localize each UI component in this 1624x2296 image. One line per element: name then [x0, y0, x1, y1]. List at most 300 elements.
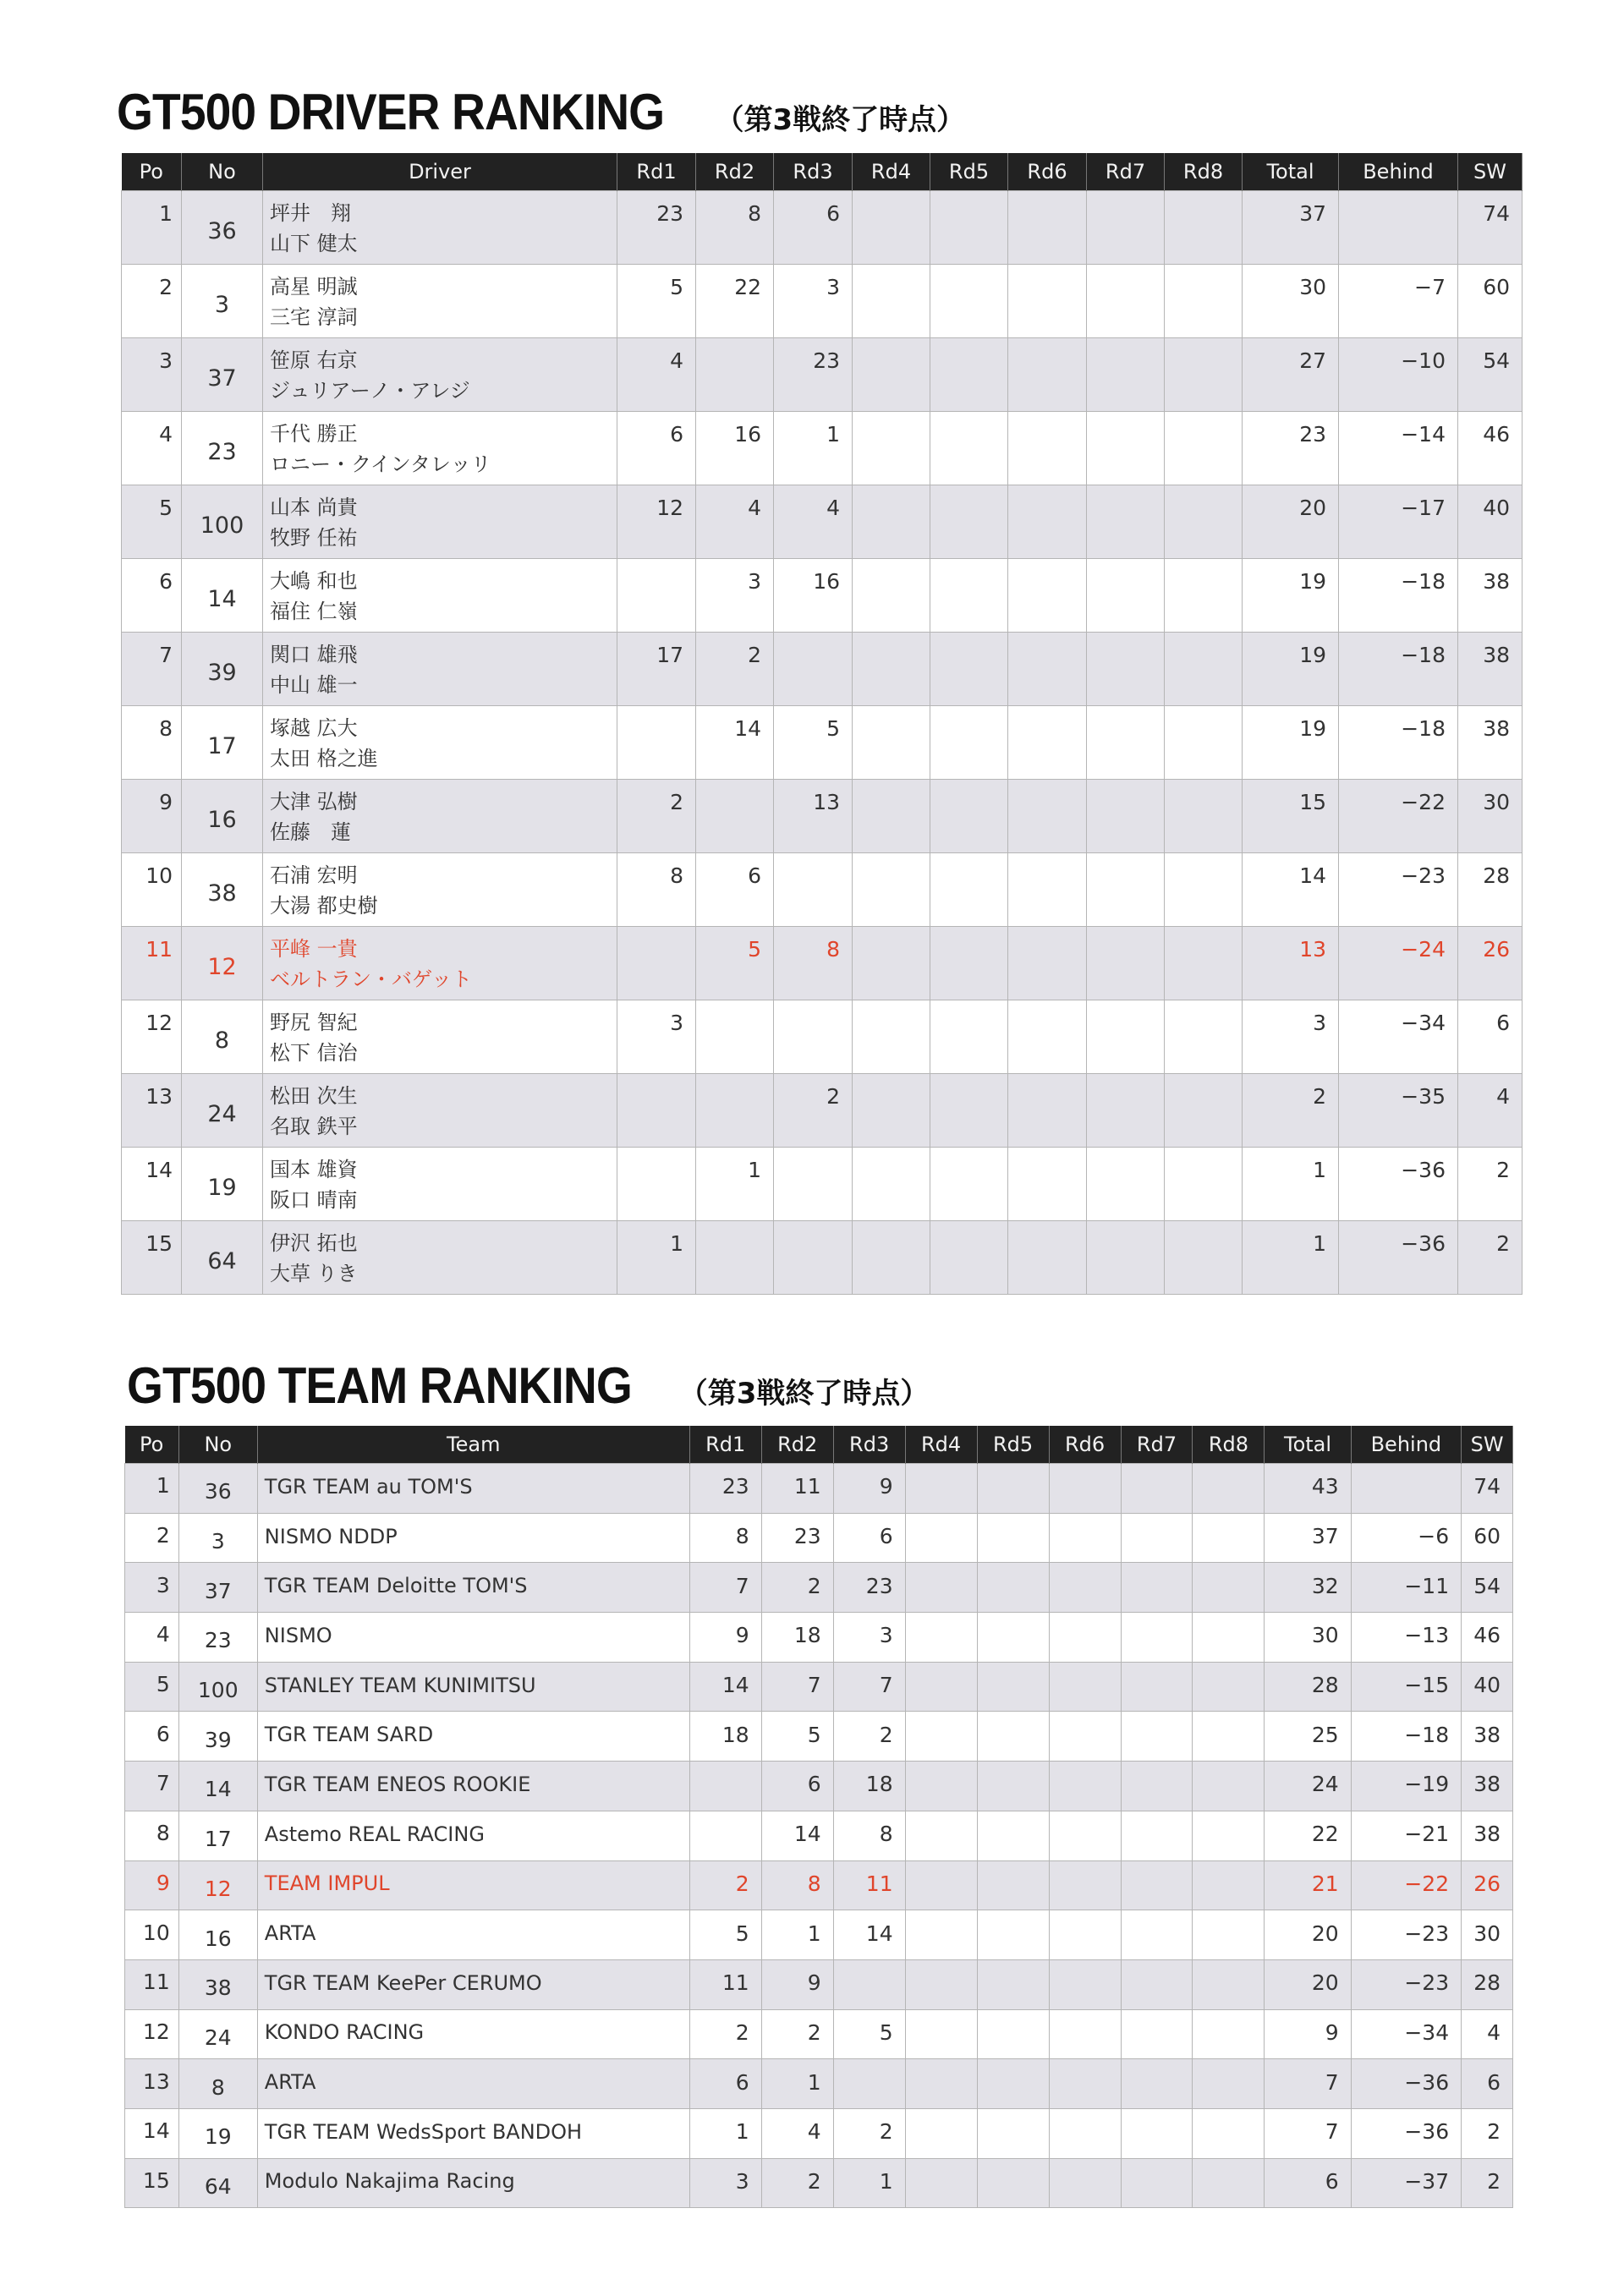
- rd4-points-cell: [853, 853, 930, 927]
- rd2-points-cell: [696, 1074, 774, 1148]
- rd4-points-cell: [853, 927, 930, 1000]
- rd2-points-cell: [696, 1000, 774, 1074]
- header-no: No: [178, 1426, 257, 1464]
- table-row: [125, 2059, 1513, 2109]
- behind-cell: −23: [1339, 853, 1458, 927]
- rd1-points-cell: 17: [617, 633, 696, 706]
- rd2-points-cell: 14: [696, 706, 774, 780]
- rd3-points-cell: [774, 1221, 853, 1295]
- rd6-points-cell: [1008, 191, 1087, 265]
- header-rd5: Rd5: [977, 1426, 1049, 1464]
- behind-cell: −18: [1339, 633, 1458, 706]
- success-weight-cell: 46: [1462, 1613, 1513, 1663]
- behind-cell: −13: [1351, 1613, 1462, 1663]
- rd3-points-cell: 16: [774, 559, 853, 633]
- rd5-points-cell: [977, 1959, 1049, 2009]
- car-number-cell: 23: [178, 1613, 257, 1663]
- rd1-points-cell: 12: [617, 485, 696, 559]
- rd4-points-cell: [853, 191, 930, 265]
- table-row: [125, 1513, 1513, 1563]
- total-points-cell: 23: [1243, 412, 1339, 485]
- table-row: [122, 412, 1522, 485]
- rd6-points-cell: [1049, 1860, 1121, 1910]
- total-points-cell: 7: [1265, 2108, 1351, 2158]
- rd8-points-cell: [1193, 2158, 1265, 2208]
- position-cell: 10: [122, 853, 182, 927]
- rd7-points-cell: [1121, 1613, 1193, 1663]
- rd4-points-cell: [905, 1613, 977, 1663]
- behind-cell: −11: [1351, 1563, 1462, 1613]
- rd3-points-cell: 8: [774, 927, 853, 1000]
- team-name-cell: TGR TEAM Deloitte TOM'S: [257, 1563, 689, 1613]
- car-number-cell: 39: [178, 1712, 257, 1762]
- position-cell: 7: [122, 633, 182, 706]
- rd5-points-cell: [930, 338, 1008, 412]
- rd4-points-cell: [853, 780, 930, 853]
- rd5-points-cell: [930, 559, 1008, 633]
- rd3-points-cell: [833, 2059, 905, 2109]
- total-points-cell: 2: [1243, 1074, 1339, 1148]
- car-number-cell: 8: [182, 1000, 263, 1074]
- success-weight-cell: 2: [1462, 2108, 1513, 2158]
- rd7-points-cell: [1121, 1762, 1193, 1811]
- total-points-cell: 19: [1243, 706, 1339, 780]
- rd5-points-cell: [977, 1860, 1049, 1910]
- table-row: [125, 1563, 1513, 1613]
- team-ranking-title-text: GT500 TEAM RANKING: [127, 1357, 632, 1414]
- rd1-points-cell: 1: [617, 1221, 696, 1295]
- behind-cell: [1351, 1464, 1462, 1514]
- rd3-points-cell: [774, 1000, 853, 1074]
- rd1-points-cell: 5: [617, 265, 696, 338]
- rd1-points-cell: 8: [689, 1513, 761, 1563]
- rd2-points-cell: 4: [696, 485, 774, 559]
- car-number-cell: 19: [182, 1148, 263, 1221]
- rd7-points-cell: [1087, 1148, 1165, 1221]
- rd7-points-cell: [1087, 559, 1165, 633]
- table-row: [125, 2009, 1513, 2059]
- success-weight-cell: 54: [1462, 1563, 1513, 1613]
- table-row: [125, 1860, 1513, 1910]
- rd7-points-cell: [1087, 265, 1165, 338]
- behind-cell: −23: [1351, 1910, 1462, 1960]
- header-rd3: Rd3: [833, 1426, 905, 1464]
- rd3-points-cell: 13: [774, 780, 853, 853]
- header-behind: Behind: [1339, 153, 1458, 191]
- rd2-points-cell: 8: [761, 1860, 833, 1910]
- rd5-points-cell: [977, 1513, 1049, 1563]
- rd6-points-cell: [1049, 1959, 1121, 2009]
- car-number-cell: 3: [178, 1513, 257, 1563]
- team-name-cell: TGR TEAM SARD: [257, 1712, 689, 1762]
- rd5-points-cell: [977, 2158, 1049, 2208]
- header-rd7: Rd7: [1087, 153, 1165, 191]
- team-name-cell: KONDO RACING: [257, 2009, 689, 2059]
- car-number-cell: 38: [182, 853, 263, 927]
- rd2-points-cell: [696, 338, 774, 412]
- rd1-points-cell: [617, 559, 696, 633]
- rd4-points-cell: [853, 265, 930, 338]
- total-points-cell: 32: [1265, 1563, 1351, 1613]
- total-points-cell: 21: [1265, 1860, 1351, 1910]
- position-cell: 5: [122, 485, 182, 559]
- rd8-points-cell: [1165, 1221, 1243, 1295]
- rd8-points-cell: [1193, 1613, 1265, 1663]
- rd3-points-cell: [774, 633, 853, 706]
- rd3-points-cell: 14: [833, 1910, 905, 1960]
- driver-ranking-subtitle: （第3戦終了時点）: [715, 103, 966, 137]
- rd6-points-cell: [1008, 1000, 1087, 1074]
- driver-name-2: 大草 りき: [270, 1262, 358, 1285]
- rd7-points-cell: [1087, 1221, 1165, 1295]
- header-rd2: Rd2: [696, 153, 774, 191]
- rd2-points-cell: 18: [761, 1613, 833, 1663]
- success-weight-cell: 40: [1462, 1662, 1513, 1712]
- behind-cell: −34: [1351, 2009, 1462, 2059]
- driver-name-2: 大湯 都史樹: [270, 894, 378, 918]
- behind-cell: [1339, 191, 1458, 265]
- header-sw: SW: [1458, 153, 1522, 191]
- rd7-points-cell: [1121, 1712, 1193, 1762]
- success-weight-cell: 38: [1458, 706, 1522, 780]
- table-row: [125, 1959, 1513, 2009]
- rd6-points-cell: [1008, 412, 1087, 485]
- success-weight-cell: 60: [1458, 265, 1522, 338]
- behind-cell: −35: [1339, 1074, 1458, 1148]
- table-row: [122, 1000, 1522, 1074]
- rd8-points-cell: [1165, 559, 1243, 633]
- rd4-points-cell: [905, 2059, 977, 2109]
- rd5-points-cell: [977, 1563, 1049, 1613]
- driver-names-cell: [263, 633, 617, 706]
- rd6-points-cell: [1008, 265, 1087, 338]
- table-row: [125, 2108, 1513, 2158]
- driver-name-1: 国本 雄資: [270, 1158, 358, 1181]
- car-number-cell: 17: [182, 706, 263, 780]
- rd5-points-cell: [930, 780, 1008, 853]
- rd5-points-cell: [930, 191, 1008, 265]
- rd3-points-cell: [774, 1148, 853, 1221]
- rd1-points-cell: 9: [689, 1613, 761, 1663]
- success-weight-cell: 74: [1458, 191, 1522, 265]
- rd7-points-cell: [1121, 2108, 1193, 2158]
- behind-cell: −22: [1351, 1860, 1462, 1910]
- position-cell: 14: [122, 1148, 182, 1221]
- header-po: Po: [125, 1426, 179, 1464]
- driver-names-cell: [263, 853, 617, 927]
- rd6-points-cell: [1008, 338, 1087, 412]
- rd2-points-cell: 16: [696, 412, 774, 485]
- rd4-points-cell: [905, 1712, 977, 1762]
- rd5-points-cell: [977, 1662, 1049, 1712]
- rd2-points-cell: 22: [696, 265, 774, 338]
- rd7-points-cell: [1087, 338, 1165, 412]
- rd3-points-cell: [774, 853, 853, 927]
- total-points-cell: 25: [1265, 1712, 1351, 1762]
- rd8-points-cell: [1193, 1959, 1265, 2009]
- rd1-points-cell: 3: [689, 2158, 761, 2208]
- total-points-cell: 20: [1265, 1910, 1351, 1960]
- rd4-points-cell: [905, 2009, 977, 2059]
- driver-names-cell: [263, 338, 617, 412]
- car-number-cell: 16: [182, 780, 263, 853]
- driver-names-cell: [263, 265, 617, 338]
- total-points-cell: 24: [1265, 1762, 1351, 1811]
- rd6-points-cell: [1008, 853, 1087, 927]
- driver-names-cell: [263, 1074, 617, 1148]
- rd7-points-cell: [1121, 1513, 1193, 1563]
- total-points-cell: 37: [1265, 1513, 1351, 1563]
- rd5-points-cell: [977, 1910, 1049, 1960]
- total-points-cell: 20: [1243, 485, 1339, 559]
- table-row: [125, 1662, 1513, 1712]
- total-points-cell: 30: [1265, 1613, 1351, 1663]
- header-rd8: Rd8: [1193, 1426, 1265, 1464]
- rd4-points-cell: [905, 1959, 977, 2009]
- rd3-points-cell: 2: [833, 2108, 905, 2158]
- rd7-points-cell: [1121, 2158, 1193, 2208]
- rd2-points-cell: 1: [761, 2059, 833, 2109]
- behind-cell: −15: [1351, 1662, 1462, 1712]
- position-cell: 11: [122, 927, 182, 1000]
- driver-name-1: 平峰 一貴: [270, 937, 358, 961]
- rd7-points-cell: [1121, 1464, 1193, 1514]
- rd5-points-cell: [977, 1613, 1049, 1663]
- rd8-points-cell: [1165, 1000, 1243, 1074]
- rd3-points-cell: 5: [774, 706, 853, 780]
- total-points-cell: 9: [1265, 2009, 1351, 2059]
- behind-cell: −36: [1351, 2059, 1462, 2109]
- team-name-cell: ARTA: [257, 2059, 689, 2109]
- rd6-points-cell: [1008, 927, 1087, 1000]
- rd2-points-cell: [696, 1221, 774, 1295]
- position-cell: 13: [122, 1074, 182, 1148]
- total-points-cell: 37: [1243, 191, 1339, 265]
- position-cell: 13: [125, 2059, 179, 2109]
- rd4-points-cell: [853, 1221, 930, 1295]
- rd7-points-cell: [1087, 412, 1165, 485]
- car-number-cell: 3: [182, 265, 263, 338]
- rd6-points-cell: [1049, 2009, 1121, 2059]
- header-team: Team: [257, 1426, 689, 1464]
- rd6-points-cell: [1049, 2059, 1121, 2109]
- total-points-cell: 19: [1243, 633, 1339, 706]
- rd4-points-cell: [905, 1464, 977, 1514]
- car-number-cell: 37: [182, 338, 263, 412]
- rd5-points-cell: [977, 1762, 1049, 1811]
- table-row: [122, 853, 1522, 927]
- table-row: [125, 1613, 1513, 1663]
- position-cell: 15: [125, 2158, 179, 2208]
- rd2-points-cell: 9: [761, 1959, 833, 2009]
- rd8-points-cell: [1193, 1910, 1265, 1960]
- table-row: [122, 1074, 1522, 1148]
- car-number-cell: 19: [178, 2108, 257, 2158]
- total-points-cell: 27: [1243, 338, 1339, 412]
- driver-names-cell: [263, 412, 617, 485]
- team-name-cell: NISMO NDDP: [257, 1513, 689, 1563]
- total-points-cell: 15: [1243, 780, 1339, 853]
- rd2-points-cell: 8: [696, 191, 774, 265]
- rd2-points-cell: 23: [761, 1513, 833, 1563]
- rd8-points-cell: [1165, 1148, 1243, 1221]
- header-total: Total: [1243, 153, 1339, 191]
- table-row: [122, 265, 1522, 338]
- total-points-cell: 28: [1265, 1662, 1351, 1712]
- rd5-points-cell: [977, 2108, 1049, 2158]
- rd6-points-cell: [1049, 1662, 1121, 1712]
- team-ranking-table: [124, 1426, 1513, 2208]
- table-row: [122, 780, 1522, 853]
- position-cell: 8: [122, 706, 182, 780]
- rd2-points-cell: 1: [761, 1910, 833, 1960]
- rd8-points-cell: [1165, 780, 1243, 853]
- rd7-points-cell: [1121, 1959, 1193, 2009]
- driver-name-2: 名取 鉄平: [270, 1115, 358, 1138]
- rd3-points-cell: 3: [774, 265, 853, 338]
- rd3-points-cell: 6: [833, 1513, 905, 1563]
- header-no: No: [182, 153, 263, 191]
- driver-name-1: 高星 明誠: [270, 275, 358, 299]
- rd7-points-cell: [1087, 927, 1165, 1000]
- header-rd6: Rd6: [1008, 153, 1087, 191]
- header-rd5: Rd5: [930, 153, 1008, 191]
- rd6-points-cell: [1049, 1464, 1121, 1514]
- driver-ranking-title: [117, 83, 965, 141]
- team-name-cell: Modulo Nakajima Racing: [257, 2158, 689, 2208]
- rd7-points-cell: [1087, 706, 1165, 780]
- behind-cell: −18: [1351, 1712, 1462, 1762]
- rd6-points-cell: [1049, 1811, 1121, 1860]
- rd5-points-cell: [930, 633, 1008, 706]
- header-sw: SW: [1462, 1426, 1513, 1464]
- header-rd6: Rd6: [1049, 1426, 1121, 1464]
- rd5-points-cell: [930, 1221, 1008, 1295]
- success-weight-cell: 6: [1458, 1000, 1522, 1074]
- position-cell: 12: [122, 1000, 182, 1074]
- driver-ranking-table: [121, 153, 1522, 1295]
- table-row: [125, 1811, 1513, 1860]
- behind-cell: −19: [1351, 1762, 1462, 1811]
- car-number-cell: 36: [178, 1464, 257, 1514]
- rd1-points-cell: 5: [689, 1910, 761, 1960]
- position-cell: 4: [125, 1613, 179, 1663]
- behind-cell: −36: [1351, 2108, 1462, 2158]
- success-weight-cell: 74: [1462, 1464, 1513, 1514]
- rd3-points-cell: 1: [833, 2158, 905, 2208]
- rd4-points-cell: [905, 1662, 977, 1712]
- rd3-points-cell: 8: [833, 1811, 905, 1860]
- team-name-cell: TGR TEAM KeePer CERUMO: [257, 1959, 689, 2009]
- team-name-cell: TEAM IMPUL: [257, 1860, 689, 1910]
- header-rd1: Rd1: [689, 1426, 761, 1464]
- table-row: [125, 1464, 1513, 1514]
- team-table-header-row: [125, 1426, 1513, 1464]
- behind-cell: −6: [1351, 1513, 1462, 1563]
- success-weight-cell: 54: [1458, 338, 1522, 412]
- behind-cell: −14: [1339, 412, 1458, 485]
- position-cell: 4: [122, 412, 182, 485]
- table-row: [125, 1762, 1513, 1811]
- driver-names-cell: [263, 559, 617, 633]
- car-number-cell: 14: [182, 559, 263, 633]
- rd1-points-cell: 6: [689, 2059, 761, 2109]
- driver-name-1: 山本 尚貴: [270, 496, 358, 519]
- car-number-cell: 100: [182, 485, 263, 559]
- success-weight-cell: 60: [1462, 1513, 1513, 1563]
- behind-cell: −18: [1339, 706, 1458, 780]
- car-number-cell: 8: [178, 2059, 257, 2109]
- success-weight-cell: 2: [1458, 1221, 1522, 1295]
- car-number-cell: 17: [178, 1811, 257, 1860]
- rd1-points-cell: 11: [689, 1959, 761, 2009]
- rd8-points-cell: [1165, 412, 1243, 485]
- rd3-points-cell: 2: [833, 1712, 905, 1762]
- team-name-cell: TGR TEAM ENEOS ROOKIE: [257, 1762, 689, 1811]
- table-row: [122, 485, 1522, 559]
- position-cell: 9: [122, 780, 182, 853]
- driver-names-cell: [263, 706, 617, 780]
- success-weight-cell: 38: [1462, 1712, 1513, 1762]
- rd1-points-cell: 18: [689, 1712, 761, 1762]
- position-cell: 1: [125, 1464, 179, 1514]
- team-ranking-subtitle: （第3戦終了時点）: [678, 1377, 930, 1411]
- rd6-points-cell: [1049, 2158, 1121, 2208]
- driver-names-cell: [263, 1148, 617, 1221]
- driver-name-2: 牧野 任祐: [270, 526, 358, 550]
- team-name-cell: NISMO: [257, 1613, 689, 1663]
- rd2-points-cell: 6: [761, 1762, 833, 1811]
- rd2-points-cell: 2: [761, 2009, 833, 2059]
- behind-cell: −24: [1339, 927, 1458, 1000]
- total-points-cell: 20: [1265, 1959, 1351, 2009]
- position-cell: 10: [125, 1910, 179, 1960]
- driver-names-cell: [263, 1000, 617, 1074]
- rd1-points-cell: 23: [689, 1464, 761, 1514]
- rd8-points-cell: [1193, 1464, 1265, 1514]
- behind-cell: −21: [1351, 1811, 1462, 1860]
- rd1-points-cell: 8: [617, 853, 696, 927]
- rd8-points-cell: [1165, 191, 1243, 265]
- rd8-points-cell: [1193, 2009, 1265, 2059]
- table-row: [122, 338, 1522, 412]
- total-points-cell: 1: [1243, 1148, 1339, 1221]
- driver-name-2: 阪口 晴南: [270, 1188, 358, 1212]
- driver-names-cell: [263, 191, 617, 265]
- rd1-points-cell: 7: [689, 1563, 761, 1613]
- success-weight-cell: 46: [1458, 412, 1522, 485]
- rd4-points-cell: [853, 633, 930, 706]
- success-weight-cell: 6: [1462, 2059, 1513, 2109]
- rd3-points-cell: 9: [833, 1464, 905, 1514]
- rd3-points-cell: 4: [774, 485, 853, 559]
- behind-cell: −36: [1339, 1148, 1458, 1221]
- rd2-points-cell: 7: [761, 1662, 833, 1712]
- driver-name-1: 大津 弘樹: [270, 790, 358, 814]
- rd6-points-cell: [1049, 1613, 1121, 1663]
- position-cell: 3: [125, 1563, 179, 1613]
- rd8-points-cell: [1165, 927, 1243, 1000]
- rd8-points-cell: [1193, 2108, 1265, 2158]
- rd3-points-cell: 23: [774, 338, 853, 412]
- driver-names-cell: [263, 927, 617, 1000]
- success-weight-cell: 28: [1462, 1959, 1513, 2009]
- success-weight-cell: 2: [1462, 2158, 1513, 2208]
- success-weight-cell: 40: [1458, 485, 1522, 559]
- header-rd4: Rd4: [905, 1426, 977, 1464]
- rd7-points-cell: [1087, 780, 1165, 853]
- rd4-points-cell: [853, 1000, 930, 1074]
